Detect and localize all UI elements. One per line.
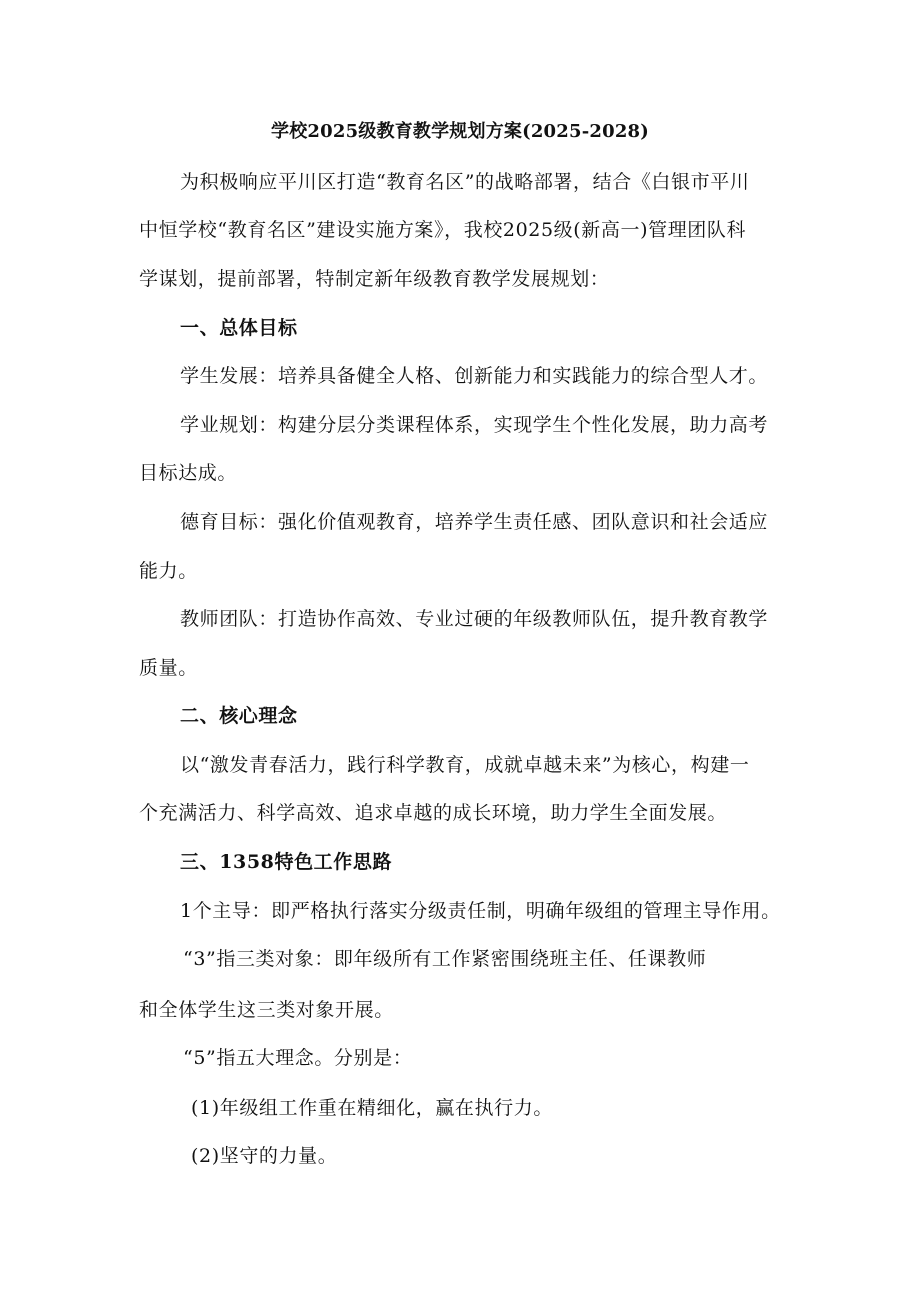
- intro-line-2: 中恒学校“教育名区”建设实施方案》，我校2025级(新高一)管理团队科: [139, 219, 747, 241]
- academic-planning-line-2: 目标达成。: [139, 462, 238, 484]
- concept-item-1: (1)年级组工作重在精细化，赢在执行力。: [191, 1097, 553, 1119]
- teacher-team-line-1: 教师团队：打造协作高效、专业过硬的年级教师队伍，提升教育教学: [180, 608, 769, 630]
- moral-goal-line-1: 德育目标：强化价值观教育，培养学生责任感、团队意识和社会适应: [180, 511, 769, 533]
- three-targets-line-2: 和全体学生这三类对象开展。: [139, 999, 394, 1021]
- section-3-heading: 三、1358特色工作思路: [180, 851, 393, 873]
- academic-planning-line-1: 学业规划：构建分层分类课程体系，实现学生个性化发展，助力高考: [180, 414, 769, 436]
- student-development-paragraph: 学生发展：培养具备健全人格、创新能力和实践能力的综合型人才。: [180, 365, 769, 387]
- section-1-heading: 一、总体目标: [180, 317, 298, 339]
- intro-line-1: 为积极响应平川区打造“教育名区”的战略部署，结合《白银市平川: [180, 171, 750, 193]
- five-concepts-intro: “5”指五大理念。分别是：: [183, 1047, 413, 1069]
- document-title: 学校2025级教育教学规划方案(2025-2028): [271, 121, 649, 142]
- section-2-heading: 二、核心理念: [180, 705, 298, 727]
- core-concept-line-1: 以“激发青春活力，践行科学教育，成就卓越未来”为核心，构建一: [180, 754, 750, 776]
- core-concept-line-2: 个充满活力、科学高效、追求卓越的成长环境，助力学生全面发展。: [139, 802, 728, 824]
- intro-line-3: 学谋划，提前部署，特制定新年级教育教学发展规划：: [139, 268, 610, 290]
- three-targets-line-1: “3”指三类对象：即年级所有工作紧密围绕班主任、任课教师: [183, 948, 707, 970]
- teacher-team-line-2: 质量。: [139, 657, 198, 679]
- moral-goal-line-2: 能力。: [139, 560, 198, 582]
- one-leadership-paragraph: 1个主导：即严格执行落实分级责任制，明确年级组的管理主导作用。: [180, 900, 781, 922]
- concept-item-2: (2)坚守的力量。: [191, 1145, 338, 1167]
